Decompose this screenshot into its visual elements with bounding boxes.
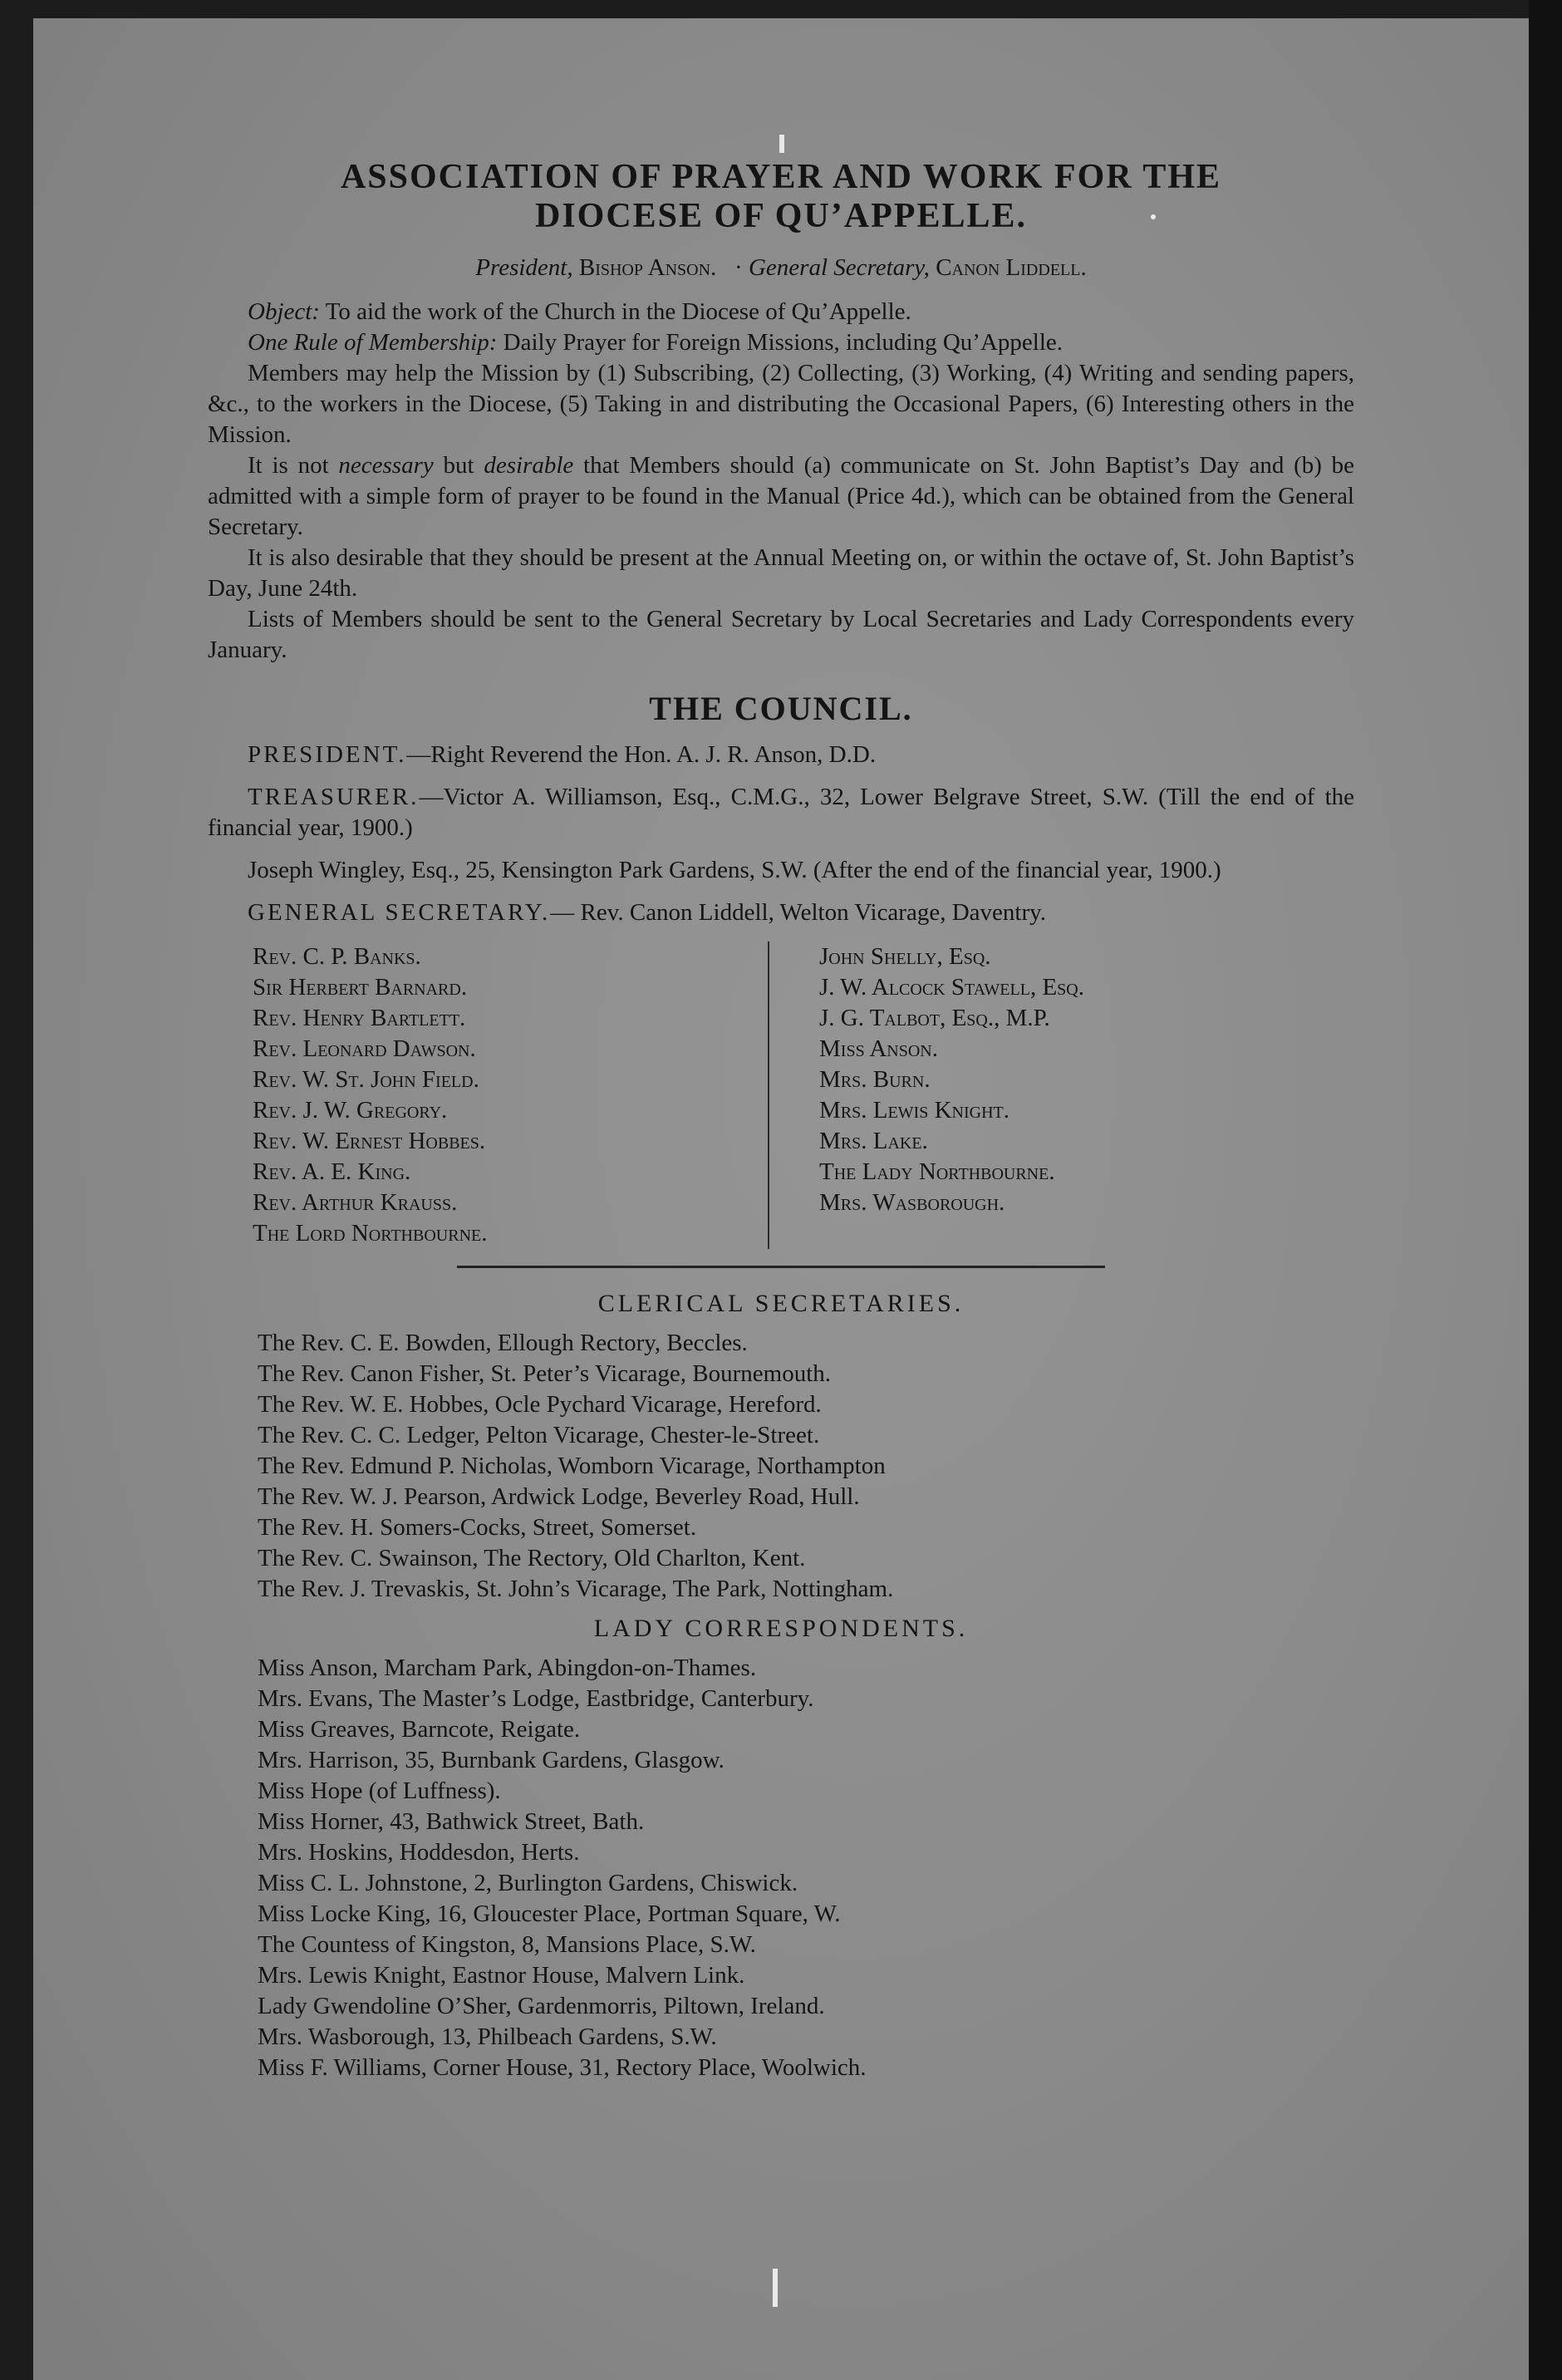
list-item: Mrs. Hoskins, Hoddesdon, Herts. <box>258 1839 580 1866</box>
object-text: To aid the work of the Church in the Diocese of Qu’Appelle. <box>325 298 911 326</box>
list-item: The Rev. H. Somers-Cocks, Street, Somerset. <box>258 1514 697 1542</box>
list-item: Lady Gwendoline O’Sher, Gardenmorris, Piltown, Ireland. <box>258 1993 825 2020</box>
list-item: The Rev. W. E. Hobbes, Ocle Pychard Vicarage, Hereford. <box>258 1391 822 1419</box>
list-item: Mrs. Wasborough. <box>819 1189 1005 1217</box>
list-item: The Countess of Kingston, 8, Mansions Place, S.W. <box>258 1931 756 1959</box>
scan-artifact <box>779 135 784 153</box>
list-item: The Rev. C. E. Bowden, Ellough Rectory, Beccles. <box>258 1330 748 1357</box>
list-item: J. W. Alcock Stawell, Esq. <box>819 974 1084 1001</box>
list-item: Miss Greaves, Barncote, Reigate. <box>258 1716 581 1743</box>
gensec-role: GENERAL SECRETARY. <box>248 899 551 927</box>
annual-meeting-paragraph: It is also desirable that they should be present at the Annual Meeting on, or within the octave of, St. John Baptist’s Day, June 24th. <box>208 544 1354 602</box>
object-label: Object: <box>248 298 320 326</box>
list-item: Rev. W. Ernest Hobbes. <box>253 1128 486 1155</box>
rule-paragraph <box>208 327 1354 358</box>
council-president <box>208 740 1354 770</box>
list-item: The Rev. Edmund P. Nicholas, Womborn Vicarage, Northampton <box>258 1453 886 1480</box>
list-item: Rev. C. P. Banks. <box>253 943 421 971</box>
list-item: Miss C. L. Johnstone, 2, Burlington Gardens, Chiswick. <box>258 1870 798 1897</box>
list-item: J. G. Talbot, Esq., M.P. <box>819 1005 1050 1032</box>
lists-paragraph: Lists of Members should be sent to the General Secretary by Local Secretaries and Lady Correspondents every January. <box>208 606 1354 664</box>
council-title: THE COUNCIL. <box>649 690 913 728</box>
desirable-pre: It is not <box>248 452 329 479</box>
gensec-text: — Rev. Canon Liddell, Welton Vicarage, Daventry. <box>550 899 1046 927</box>
document-content <box>208 158 1354 2083</box>
page-edge-shadow <box>1529 0 1562 2380</box>
clerical-list <box>258 1328 1354 1605</box>
council-members-left <box>253 942 769 1249</box>
officers-line: President, Bishop Anson. · General Secretary, Canon Liddell. <box>475 254 1087 282</box>
list-item: The Rev. J. Trevaskis, St. John’s Vicarage, The Park, Nottingham. <box>258 1576 894 1603</box>
list-item: Mrs. Lake. <box>819 1128 928 1155</box>
rule-label: One Rule of Membership: <box>248 329 498 357</box>
list-item: The Rev. Canon Fisher, St. Peter’s Vicarage, Bournemouth. <box>258 1360 832 1388</box>
list-item: The Rev. C. C. Ledger, Pelton Vicarage, Chester-le-Street. <box>258 1422 820 1449</box>
title-line-1: ASSOCIATION OF PRAYER AND WORK FOR THE <box>340 158 1222 196</box>
list-item: Rev. Henry Bartlett. <box>253 1005 466 1032</box>
council-treasurer <box>208 782 1354 843</box>
list-item: Miss Anson. <box>819 1035 938 1063</box>
list-item: The Rev. C. Swainson, The Rectory, Old Charlton, Kent. <box>258 1545 806 1572</box>
list-item: Mrs. Wasborough, 13, Philbeach Gardens, S.W. <box>258 2023 717 2051</box>
president-label: President, <box>475 254 573 282</box>
desirable-necessary: necessary <box>338 452 434 479</box>
list-item: Miss Horner, 43, Bathwick Street, Bath. <box>258 1808 645 1836</box>
secretary-label: General Secretary, <box>748 254 930 282</box>
object-paragraph <box>208 297 1354 327</box>
list-item: Mrs. Evans, The Master’s Lodge, Eastbridge, Canterbury. <box>258 1685 814 1713</box>
list-item: The Rev. W. J. Pearson, Ardwick Lodge, Beverley Road, Hull. <box>258 1483 860 1511</box>
list-item: Rev. Leonard Dawson. <box>253 1035 476 1063</box>
council-members <box>253 942 1354 1249</box>
list-item: John Shelly, Esq. <box>819 943 991 971</box>
list-item: Mrs. Burn. <box>819 1066 931 1094</box>
list-item: Miss Anson, Marcham Park, Abingdon-on-Thames. <box>258 1655 757 1682</box>
list-item: Rev. A. E. King. <box>253 1158 411 1186</box>
page-title <box>208 158 1354 236</box>
list-item: Mrs. Lewis Knight, Eastnor House, Malvern Link. <box>258 1962 745 1989</box>
list-item: Miss F. Williams, Corner House, 31, Rectory Place, Woolwich. <box>258 2054 867 2082</box>
secretary-name: Canon Liddell. <box>936 254 1087 282</box>
president-role: PRESIDENT. <box>248 741 407 769</box>
list-item: Miss Hope (of Luffness). <box>258 1778 501 1805</box>
rule-text: Daily Prayer for Foreign Missions, including Qu’Appelle. <box>503 329 1063 357</box>
treasurer-text: —Victor A. Williamson, Esq., C.M.G., 32, Lower Belgrave Street, S.W. (Till the end of the financial year, 1900.) <box>208 784 1354 842</box>
president-name: Bishop Anson. <box>578 254 717 282</box>
president-text: —Right Reverend the Hon. A. J. R. Anson, D.D. <box>406 741 877 769</box>
list-item: Sir Herbert Barnard. <box>253 974 468 1001</box>
desirable-rest: that Members should (a) communicate on St. John Baptist’s Day and (b) be admitted with a simple form of prayer to be found in the Manual (Price 4d.), which can be obtained from the General Secretary. <box>208 452 1355 541</box>
treasurer-role: TREASURER. <box>248 784 420 811</box>
council-treasurer-successor: Joseph Wingley, Esq., 25, Kensington Park Gardens, S.W. (After the end of the financial year, 1900.) <box>248 857 1221 884</box>
clerical-heading: CLERICAL SECRETARIES. <box>597 1290 965 1318</box>
scan-artifact <box>773 2269 778 2307</box>
desirable-but: but <box>443 452 474 479</box>
title-line-2: DIOCESE OF QU’APPELLE. <box>534 197 1027 236</box>
list-item: Rev. Arthur Krauss. <box>253 1189 458 1217</box>
desirable-paragraph <box>208 450 1354 543</box>
list-item: Mrs. Lewis Knight. <box>819 1097 1009 1124</box>
list-item: The Lady Northbourne. <box>819 1158 1055 1186</box>
members-help-paragraph: Members may help the Mission by (1) Subscribing, (2) Collecting, (3) Working, (4) Writing and sending papers, &c., to the workers in the Diocese, (5) Taking in and distributing the Occasional Papers, (6) Interesting others in the Mission. <box>208 360 1354 449</box>
council-members-right <box>769 942 1318 1249</box>
list-item: Mrs. Harrison, 35, Burnbank Gardens, Glasgow. <box>258 1747 725 1774</box>
list-item: Rev. W. St. John Field. <box>253 1066 479 1094</box>
lady-list <box>258 1653 1354 2083</box>
lady-heading: LADY CORRESPONDENTS. <box>593 1615 969 1643</box>
council-general-secretary <box>208 897 1354 928</box>
list-item: Rev. J. W. Gregory. <box>253 1097 448 1124</box>
desirable-word: desirable <box>484 452 574 479</box>
list-item: Miss Locke King, 16, Gloucester Place, Portman Square, W. <box>258 1901 841 1928</box>
section-divider <box>457 1266 1105 1268</box>
list-item: The Lord Northbourne. <box>253 1220 488 1247</box>
